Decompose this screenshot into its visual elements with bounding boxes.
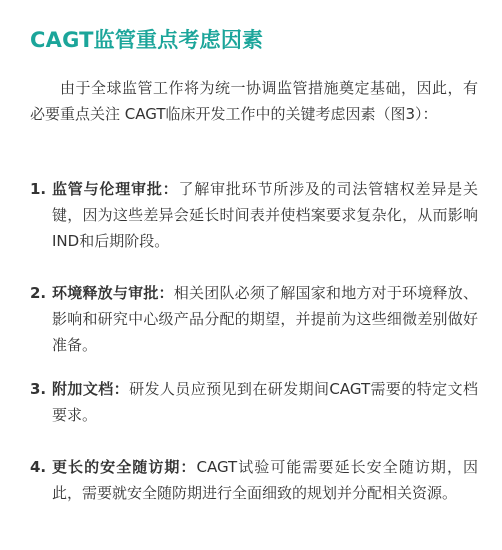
list-item-text: 了解审批环节所涉及的司法管辖权差异是关键，因为这些差异会延长时间表并使档案要求复杂化，从而影响IND和后期阶段。	[52, 180, 478, 250]
list-item-title: 更长的安全随访期：	[52, 458, 197, 476]
list-item-body	[52, 376, 478, 428]
intro-paragraph: 由于全球监管工作将为统一协调监管措施奠定基础，因此，有必要重点关注 CAGT临床开发工作中的关键考虑因素（图3）：	[30, 79, 478, 123]
list-item-body	[52, 176, 478, 254]
list-item	[30, 454, 478, 506]
list-item	[30, 280, 478, 358]
list-item-title: 监管与伦理审批：	[52, 180, 179, 198]
list-item-number: 3.	[30, 380, 47, 398]
list-item-text: CAGT试验可能需要延长安全随访期，因此，需要就安全随防期进行全面细致的规划并分配相关资源。	[52, 458, 478, 502]
list-item	[30, 176, 478, 254]
list-item	[30, 376, 478, 428]
list-item-title: 环境释放与审批：	[52, 284, 174, 302]
list-item-number: 2.	[30, 284, 47, 302]
list-item-number: 4.	[30, 458, 47, 476]
list-item-title: 附加文档：	[52, 380, 130, 398]
list-item-number: 1.	[30, 180, 47, 198]
list-item-body	[52, 280, 478, 358]
section-heading: CAGT监管重点考虑因素	[30, 28, 264, 52]
list-item-text: 相关团队必须了解国家和地方对于环境释放、影响和研究中心级产品分配的期望，并提前为这些细微差别做好准备。	[52, 284, 478, 354]
list-item-body	[52, 454, 478, 506]
list-item-text: 研发人员应预见到在研发期间CAGT需要的特定文档要求。	[52, 380, 478, 424]
